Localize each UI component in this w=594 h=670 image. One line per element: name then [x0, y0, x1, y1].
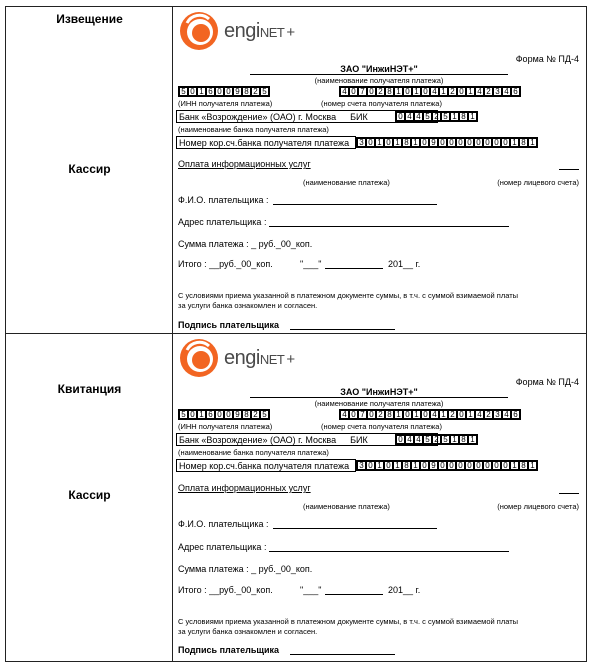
digit-cell: 0 [438, 461, 447, 470]
digit-cell: 1 [394, 410, 403, 419]
date-month-field[interactable] [325, 594, 383, 595]
digit-cell: 8 [459, 112, 468, 121]
digit-cell: 1 [375, 138, 384, 147]
corr-digits [356, 460, 538, 471]
logo-main-text: engi [224, 346, 260, 369]
bank-caption: (наименование банка получателя платежа) [178, 448, 329, 457]
personal-account-line[interactable] [559, 169, 579, 170]
digit-cell: 4 [340, 410, 349, 419]
digit-cell: 0 [420, 461, 429, 470]
digit-cell: 1 [375, 461, 384, 470]
payer-address-label: Адрес плательщика : [178, 217, 267, 227]
digit-cell: 4 [414, 435, 423, 444]
corr-label-box [176, 136, 356, 149]
inn-digits [178, 409, 270, 420]
digit-cell: 0 [456, 138, 465, 147]
logo-swirl-icon [179, 11, 219, 51]
digit-cell: 0 [349, 87, 358, 96]
digit-cell: 6 [511, 87, 520, 96]
purpose-caption: (наименование платежа) [303, 178, 390, 187]
section-title: Извещение [56, 12, 123, 26]
digit-cell: 1 [439, 87, 448, 96]
corr-label: Номер кор.сч.банка получателя платежа [179, 460, 350, 471]
digit-cell: 5 [260, 410, 269, 419]
personal-account-caption: (номер лицевого счета) [497, 178, 579, 187]
digit-cell: 6 [206, 410, 215, 419]
digit-cell: 1 [439, 410, 448, 419]
digit-cell: 5 [179, 410, 188, 419]
digit-cell: 5 [423, 112, 432, 121]
digit-cell: 8 [459, 435, 468, 444]
payer-name-field[interactable] [273, 204, 437, 205]
digit-cell: 0 [367, 87, 376, 96]
date-day[interactable]: "___" [300, 585, 322, 595]
digit-cell: 0 [396, 435, 405, 444]
digit-cell: 0 [457, 87, 466, 96]
digit-cell: 9 [429, 461, 438, 470]
logo-swirl-icon [179, 338, 219, 378]
bik-label: БИК [350, 434, 368, 445]
digit-cell: 0 [384, 138, 393, 147]
digit-cell: 1 [394, 87, 403, 96]
digit-cell: 1 [468, 112, 477, 121]
digit-cell: 4 [475, 87, 484, 96]
digit-cell: 1 [197, 87, 206, 96]
date-year: 201__ г. [388, 585, 421, 595]
total-label: Итого : __руб._00_коп. [178, 259, 273, 269]
digit-cell: 1 [197, 410, 206, 419]
digit-cell: 0 [421, 87, 430, 96]
terms-line-2: за услуги банка ознакомлен и согласен. [178, 627, 318, 636]
digit-cell: 0 [438, 138, 447, 147]
digit-cell: 0 [457, 410, 466, 419]
digit-cell: 5 [441, 435, 450, 444]
digit-cell: 1 [510, 138, 519, 147]
digit-cell: 4 [475, 410, 484, 419]
digit-cell: 1 [528, 461, 537, 470]
payment-purpose: Оплата информационных услуг [178, 159, 311, 169]
digit-cell: 6 [206, 87, 215, 96]
digit-cell: 0 [465, 138, 474, 147]
payment-form [5, 6, 587, 662]
digit-cell: 1 [393, 461, 402, 470]
digit-cell: 4 [430, 410, 439, 419]
digit-cell: 0 [215, 87, 224, 96]
bank-name: Банк «Возрождение» (ОАО) г. Москва [179, 434, 337, 445]
digit-cell: 2 [448, 87, 457, 96]
payer-name-field[interactable] [273, 528, 437, 529]
digit-cell: 2 [448, 410, 457, 419]
corr-digits [356, 137, 538, 148]
recipient-name: ЗАО "ИнжиНЭТ+" [250, 64, 508, 75]
logo-net-text: NET [259, 351, 285, 367]
total-label: Итого : __руб._00_коп. [178, 585, 273, 595]
signature-label: Подпись плательщика [178, 645, 280, 655]
cashier-label: Кассир [68, 488, 111, 502]
section-title: Квитанция [57, 382, 122, 396]
digit-cell: 0 [465, 461, 474, 470]
digit-cell: 3 [357, 461, 366, 470]
account-caption: (номер счета получателя платежа) [321, 422, 442, 431]
digit-cell: 0 [492, 461, 501, 470]
date-year: 201__ г. [388, 259, 421, 269]
digit-cell: 0 [421, 410, 430, 419]
payer-address-label: Адрес плательщика : [178, 542, 267, 552]
digit-cell: 1 [510, 461, 519, 470]
digit-cell: 0 [501, 461, 510, 470]
digit-cell: 2 [484, 87, 493, 96]
digit-cell: 0 [188, 87, 197, 96]
digit-cell: 0 [403, 87, 412, 96]
digit-cell: 2 [251, 87, 260, 96]
digit-cell: 9 [233, 410, 242, 419]
digit-cell: 8 [385, 410, 394, 419]
digit-cell: 1 [466, 87, 475, 96]
recipient-name-caption: (наименование получателя платежа) [314, 76, 444, 85]
digit-cell: 4 [502, 87, 511, 96]
corr-label: Номер кор.сч.банка получателя платежа [179, 137, 350, 148]
digit-cell: 1 [450, 435, 459, 444]
digit-cell: 3 [493, 87, 502, 96]
digit-cell: 3 [493, 410, 502, 419]
digit-cell: 0 [420, 138, 429, 147]
recipient-name: ЗАО "ИнжиНЭТ+" [250, 387, 508, 398]
logo-plus-text: + [286, 350, 295, 368]
signature-field[interactable] [290, 654, 395, 655]
digit-cell: 1 [412, 410, 421, 419]
logo-wordmark [224, 20, 295, 43]
payer-address-field[interactable] [269, 226, 509, 227]
digit-cell: 5 [260, 87, 269, 96]
digit-cell: 8 [519, 138, 528, 147]
payer-address-field[interactable] [269, 551, 509, 552]
inn-caption: (ИНН получателя платежа) [178, 99, 273, 108]
digit-cell: 7 [358, 410, 367, 419]
digit-cell: 4 [405, 435, 414, 444]
notice-left-column [6, 7, 173, 333]
personal-account-line[interactable] [559, 493, 579, 494]
digit-cell: 5 [441, 112, 450, 121]
account-digits [339, 409, 521, 420]
digit-cell: 4 [430, 87, 439, 96]
digit-cell: 8 [519, 461, 528, 470]
digit-cell: 0 [349, 410, 358, 419]
payer-name-label: Ф.И.О. плательщика : [178, 519, 269, 529]
notice-section [6, 7, 586, 334]
receipt-right-column [173, 334, 586, 661]
bik-label: БИК [350, 111, 368, 122]
digit-cell: 1 [466, 410, 475, 419]
digit-cell: 0 [396, 112, 405, 121]
digit-cell: 0 [474, 138, 483, 147]
digit-cell: 0 [456, 461, 465, 470]
logo-main-text: engi [224, 19, 260, 42]
notice-right-column [173, 7, 586, 333]
company-logo [179, 11, 295, 51]
bank-name: Банк «Возрождение» (ОАО) г. Москва [179, 111, 337, 122]
digit-cell: 0 [447, 461, 456, 470]
digit-cell: 6 [511, 410, 520, 419]
digit-cell: 2 [251, 410, 260, 419]
bik-digits [395, 434, 478, 445]
digit-cell: 0 [501, 138, 510, 147]
digit-cell: 0 [215, 410, 224, 419]
digit-cell: 8 [242, 410, 251, 419]
digit-cell: 1 [450, 112, 459, 121]
recipient-name-caption: (наименование получателя платежа) [314, 399, 444, 408]
purpose-caption: (наименование платежа) [303, 502, 390, 511]
digit-cell: 0 [483, 461, 492, 470]
digit-cell: 0 [224, 87, 233, 96]
digit-cell: 8 [385, 87, 394, 96]
date-day[interactable]: "___" [300, 259, 322, 269]
digit-cell: 0 [492, 138, 501, 147]
digit-cell: 0 [188, 410, 197, 419]
digit-cell: 0 [224, 410, 233, 419]
form-number: Форма № ПД-4 [515, 54, 579, 64]
digit-cell: 2 [376, 87, 385, 96]
date-month-field[interactable] [325, 268, 383, 269]
payment-purpose: Оплата информационных услуг [178, 483, 311, 493]
digit-cell: 5 [179, 87, 188, 96]
logo-wordmark [224, 347, 295, 370]
payer-name-label: Ф.И.О. плательщика : [178, 195, 269, 205]
personal-account-caption: (номер лицевого счета) [497, 502, 579, 511]
digit-cell: 1 [411, 138, 420, 147]
corr-label-box [176, 459, 356, 472]
digit-cell: 4 [414, 112, 423, 121]
receipt-left-column [6, 334, 173, 661]
digit-cell: 4 [340, 87, 349, 96]
digit-cell: 0 [474, 461, 483, 470]
digit-cell: 1 [528, 138, 537, 147]
digit-cell: 8 [402, 461, 411, 470]
signature-field[interactable] [290, 329, 395, 330]
digit-cell: 2 [432, 435, 441, 444]
bik-digits [395, 111, 478, 122]
inn-digits [178, 86, 270, 97]
digit-cell: 2 [484, 410, 493, 419]
logo-net-text: NET [259, 24, 285, 40]
receipt-section [6, 334, 586, 661]
digit-cell: 0 [483, 138, 492, 147]
sum-label: Сумма платежа : _ руб._00_коп. [178, 564, 313, 574]
digit-cell: 2 [376, 410, 385, 419]
digit-cell: 1 [393, 138, 402, 147]
bank-caption: (наименование банка получателя платежа) [178, 125, 329, 134]
terms-line-2: за услуги банка ознакомлен и согласен. [178, 301, 318, 310]
digit-cell: 9 [233, 87, 242, 96]
form-number: Форма № ПД-4 [515, 377, 579, 387]
terms-line-1: С условиями приема указанной в платежном документе суммы, в т.ч. с суммой взимаемой платы [178, 617, 519, 626]
logo-plus-text: + [286, 23, 295, 41]
digit-cell: 9 [429, 138, 438, 147]
digit-cell: 0 [367, 410, 376, 419]
digit-cell: 0 [366, 461, 375, 470]
digit-cell: 1 [468, 435, 477, 444]
digit-cell: 2 [432, 112, 441, 121]
digit-cell: 8 [402, 138, 411, 147]
digit-cell: 7 [358, 87, 367, 96]
digit-cell: 4 [502, 410, 511, 419]
digit-cell: 0 [403, 410, 412, 419]
digit-cell: 1 [412, 87, 421, 96]
digit-cell: 0 [447, 138, 456, 147]
cashier-label: Кассир [68, 162, 111, 176]
account-caption: (номер счета получателя платежа) [321, 99, 442, 108]
digit-cell: 5 [423, 435, 432, 444]
digit-cell: 8 [242, 87, 251, 96]
digit-cell: 1 [411, 461, 420, 470]
account-digits [339, 86, 521, 97]
company-logo [179, 338, 295, 378]
digit-cell: 4 [405, 112, 414, 121]
digit-cell: 3 [357, 138, 366, 147]
signature-label: Подпись плательщика [178, 320, 280, 330]
digit-cell: 0 [384, 461, 393, 470]
inn-caption: (ИНН получателя платежа) [178, 422, 273, 431]
sum-label: Сумма платежа : _ руб._00_коп. [178, 239, 313, 249]
digit-cell: 0 [366, 138, 375, 147]
terms-line-1: С условиями приема указанной в платежном документе суммы, в т.ч. с суммой взимаемой платы [178, 291, 519, 300]
